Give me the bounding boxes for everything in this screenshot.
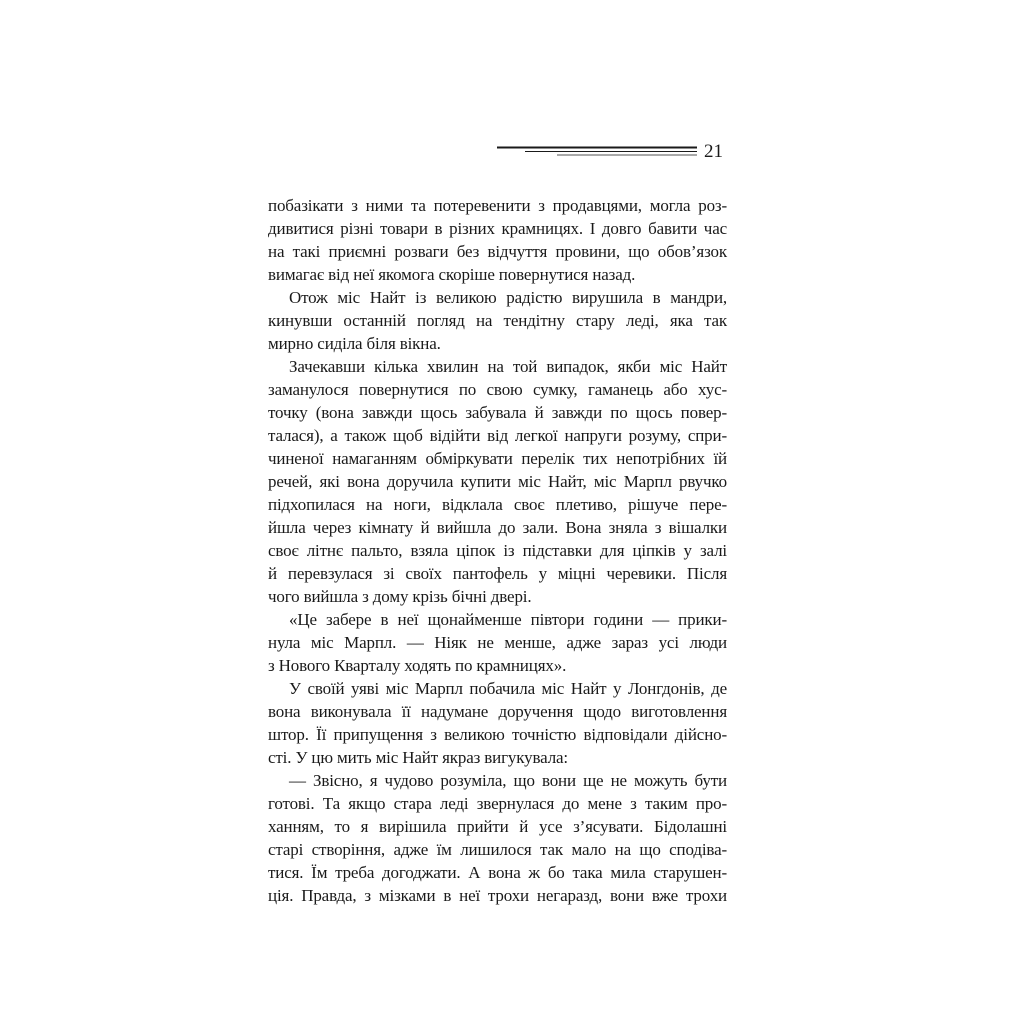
text-line: Зачекавши кілька хвилин на той випадок, якби міс Найт (289, 357, 727, 376)
text-line: ція. Правда, з мізками в неї трохи негаразд, вони вже трохи (268, 886, 727, 905)
text-line: чиненої намаганням обміркувати перелік тих непотрібних їй (268, 449, 727, 468)
page-number: 21 (704, 141, 723, 162)
text-line: й перевзулася зі своїх пантофель у міцні черевики. Після (268, 564, 727, 583)
text-line: своє літнє пальто, взяла ціпок із підставки для ціпків у залі (268, 541, 727, 560)
text-line: — Звісно, я чудово розуміла, що вони ще не можуть бути (289, 771, 727, 790)
text-line: з Нового Кварталу ходять по крамницях». (268, 656, 567, 675)
text-line: заманулося повернутися по свою сумку, гаманець або хус- (268, 380, 727, 399)
text-line: побазікати з ними та потеревенити з продавцями, могла роз- (268, 196, 727, 215)
text-line: дивитися різні товари в різних крамницях. І довго бавити час (268, 219, 727, 238)
text-line: «Це забере в неї щонайменше півтори години — прики- (289, 610, 727, 629)
text-line: речей, які вона доручила купити міс Найт, міс Марпл рвучко (268, 472, 727, 491)
text-line: старі створіння, адже їм лишилося так мало на що сподіва- (268, 840, 727, 859)
text-line: тися. Їм треба догоджати. А вона ж бо така мила старушен- (268, 863, 727, 882)
text-line: У своїй уяві міс Марпл побачила міс Найт у Лонгдонів, де (289, 679, 727, 698)
header-ornamental-rule (497, 146, 697, 158)
text-line: нула міс Марпл. — Ніяк не менше, адже зараз усі люди (268, 633, 727, 652)
text-line: талася), а також щоб відійти від легкої напруги розуму, спри- (268, 426, 727, 445)
text-line: сті. У цю мить міс Найт якраз вигукувала: (268, 748, 568, 767)
text-line: мирно сиділа біля вікна. (268, 334, 441, 353)
text-line: Отож міс Найт із великою радістю вирушила в мандри, (289, 288, 727, 307)
text-line: кинувши останній погляд на тендітну стару леді, яка так (268, 311, 727, 330)
text-line: штор. Її припущення з великою точністю відповідали дійсно- (268, 725, 727, 744)
text-line: на такі приємні розваги без відчуття провини, що обов’язок (268, 242, 727, 261)
text-line: точку (вона завжди щось забувала й завжди по щось повер- (268, 403, 727, 422)
text-line: готові. Та якщо стара леді звернулася до мене з таким про- (268, 794, 727, 813)
body-text (268, 194, 727, 907)
text-line: вона виконувала її надумане доручення щодо виготовлення (268, 702, 727, 721)
text-line: йшла через кімнату й вийшла до зали. Вона зняла з вішалки (268, 518, 727, 537)
text-line: чого вийшла з дому крізь бічні двері. (268, 587, 532, 606)
header-rule-graphic (497, 146, 697, 158)
text-line: підхопилася на ноги, відклала своє плетиво, рішуче пере- (268, 495, 727, 514)
text-line: ханням, то я вирішила прийти й усе з’ясувати. Бідолашні (268, 817, 727, 836)
text-line: вимагає від неї якомога скоріше повернутися назад. (268, 265, 636, 284)
